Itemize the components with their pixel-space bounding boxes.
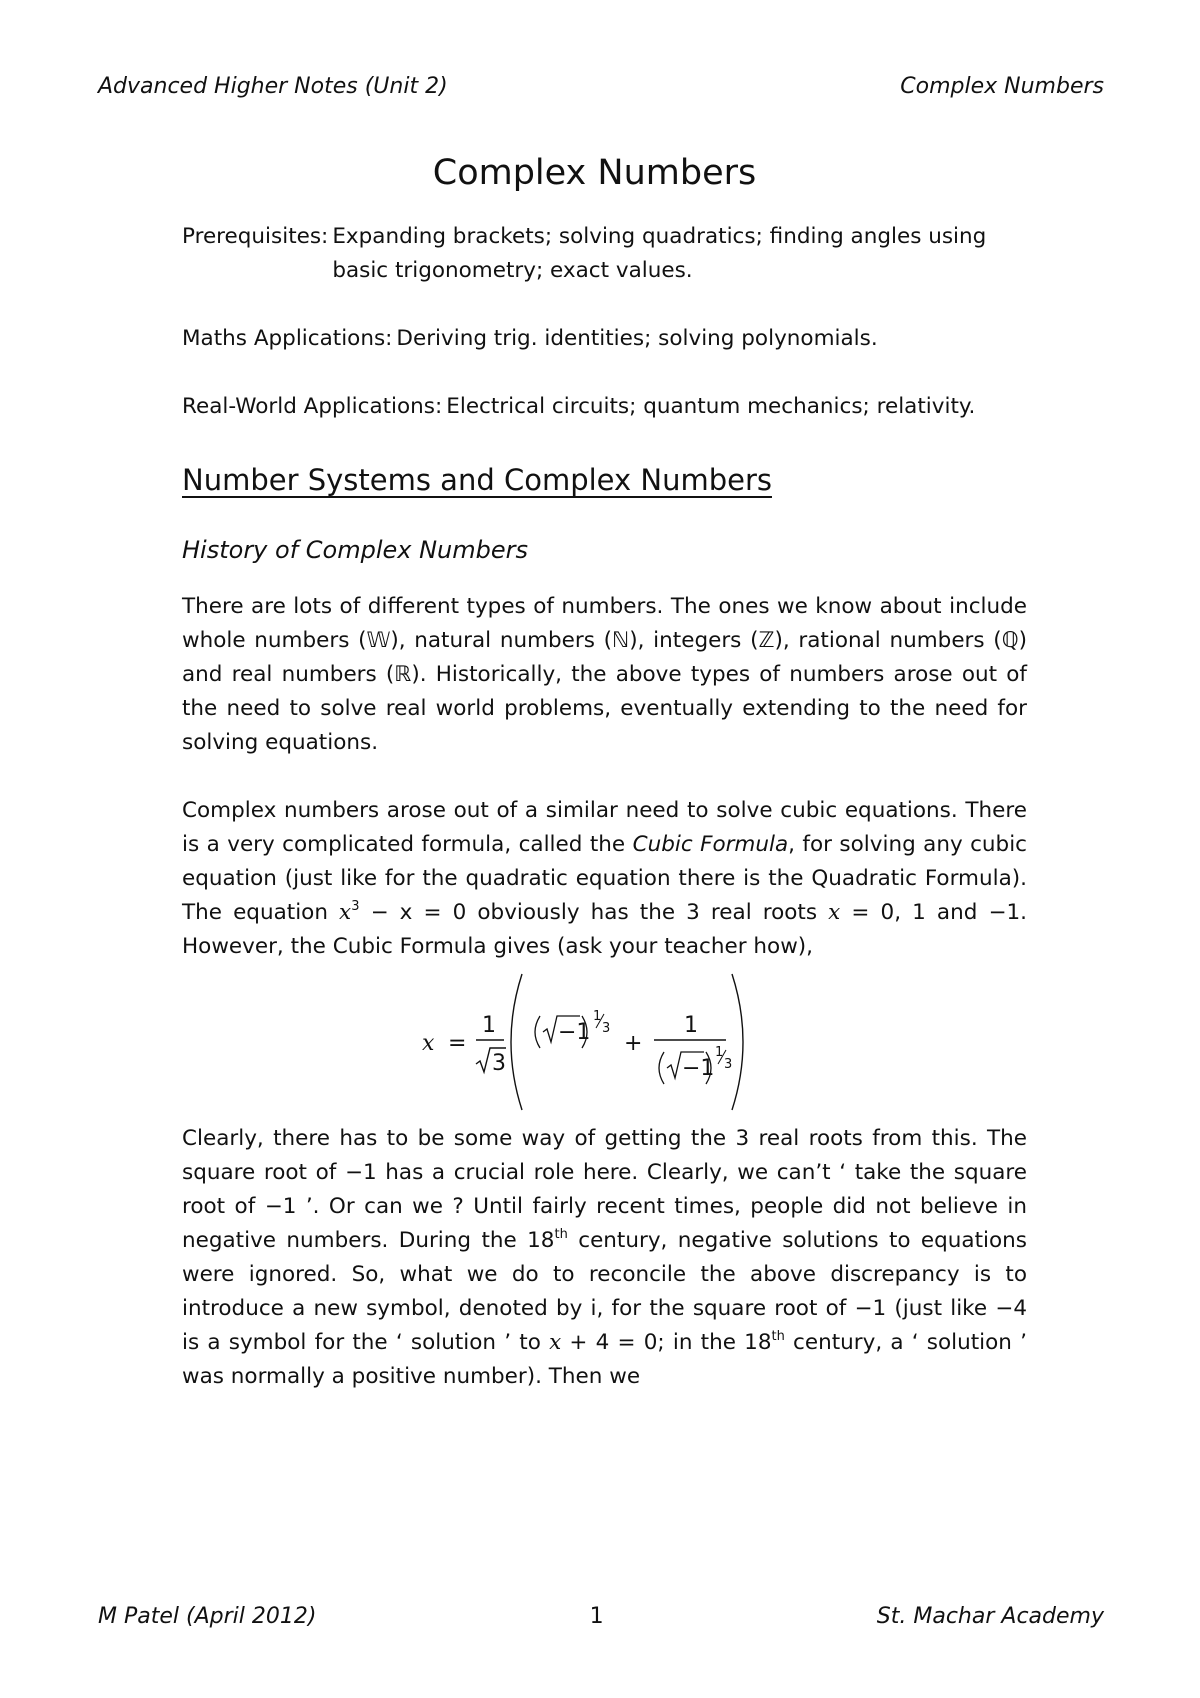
prerequisites-text: Expanding brackets; solving quadratics; finding angles using basic trigonometry; exact values. <box>332 224 987 283</box>
header-right: Complex Numbers <box>900 74 1104 99</box>
paragraph-number-types <box>182 590 1027 760</box>
real-world-applications-text: Electrical circuits; quantum mechanics; relativity. <box>446 394 976 419</box>
p2-part3: obviously has the 3 real roots <box>466 900 829 925</box>
formula-big-left-paren <box>511 974 522 1110</box>
roots-x: x <box>828 900 841 925</box>
prerequisites-label: Prerequisites: <box>182 224 329 249</box>
real-world-applications <box>182 390 1027 424</box>
p3-sup1: th <box>554 1227 568 1242</box>
formula-big-right-paren <box>732 974 743 1110</box>
page-title: Complex Numbers <box>432 153 757 193</box>
roots-rest: = 0, 1 and −1. However, the Cubic Formula gives (ask your teacher how), <box>182 900 1027 959</box>
section-heading: Number Systems and Complex Numbers <box>182 463 772 497</box>
formula-exp-den-1: 3 <box>602 1021 611 1036</box>
eq-rest: − x = 0 <box>359 900 467 925</box>
p3-part3: ; in the 18 <box>657 1330 772 1355</box>
maths-applications-text: Deriving trig. identities; solving polynomials. <box>396 326 878 351</box>
footer-left: M Patel (April 2012) <box>98 1604 317 1629</box>
page-footer <box>98 1604 1104 1629</box>
cubic-formula-equation <box>182 968 1027 1116</box>
subsection-heading: History of Complex Numbers <box>182 536 529 564</box>
p3-eq-rest: + 4 = 0 <box>561 1330 658 1355</box>
formula-lhs: x <box>422 1031 435 1056</box>
maths-applications-label: Maths Applications: <box>182 326 393 351</box>
formula-sqrt3-value: 3 <box>492 1051 506 1076</box>
paragraph-1-text: There are lots of different types of numbers. The ones we know about include whole numbers (𝕎), natural numbers (ℕ), integers (ℤ), rational numbers (ℚ) and real numbers (ℝ). Historically, the above types of numbers arose out of the need to solve real world problems, eventually extending to the need for solving equations. <box>182 594 1027 755</box>
header-left: Advanced Higher Notes (Unit 2) <box>98 74 448 99</box>
formula-exp-den-2: 3 <box>724 1057 733 1072</box>
page-header <box>98 74 1104 99</box>
p3-part1: Clearly, there has to be some way of getting the 3 real roots from this. The square root of −1 has a crucial role here. Clearly, we can’t ‘ take the square root of −1 ’. Or can we ? Until fairly recent times, people did not believe in negative numbers. During the 18 <box>182 1126 1027 1253</box>
paragraph-cubic <box>182 794 1027 964</box>
cubic-formula-svg <box>422 968 752 1116</box>
p2-part2: , for solving any cubic equation (just like for the quadratic equation there is the Quadratic Formula). The equation <box>182 832 1027 925</box>
cubic-formula-term: Cubic Formula <box>632 832 789 857</box>
formula-exp-num-2: 1 <box>715 1045 724 1060</box>
maths-applications <box>182 322 1027 356</box>
formula-minus-one-1: −1 <box>558 1020 591 1045</box>
eq-exponent: 3 <box>351 899 360 914</box>
formula-minus-one-2: −1 <box>682 1056 715 1081</box>
prerequisites <box>182 220 1027 288</box>
real-world-applications-label: Real-World Applications: <box>182 394 443 419</box>
formula-left-paren-1 <box>535 1016 540 1048</box>
formula-fraction-numerator: 1 <box>482 1013 496 1038</box>
page-content <box>182 148 1027 1394</box>
p3-part2: century, negative solutions to equations were ignored. So, what we do to reconcile the above discrepancy is to introduce a new symbol, denoted by i, for the square root of −1 (just like −4 is a symbol for the ‘ solution ’ to <box>182 1228 1027 1355</box>
p3-part4: century, a ‘ solution ’ was normally a positive number). Then we <box>182 1330 1027 1389</box>
p3-eq-x: x <box>549 1330 562 1355</box>
paragraph-square-root <box>182 1122 1027 1394</box>
formula-equals: = <box>448 1031 467 1056</box>
formula-left-paren-2 <box>659 1052 664 1084</box>
p2-part1: Complex numbers arose out of a similar need to solve cubic equations. There is a very complicated formula, called the <box>182 798 1027 857</box>
formula-plus: + <box>624 1031 643 1056</box>
p3-sup2: th <box>771 1329 785 1344</box>
footer-right: St. Machar Academy <box>876 1604 1104 1629</box>
eq-x: x <box>339 900 352 925</box>
formula-exp-num-1: 1 <box>593 1009 602 1024</box>
page-number: 1 <box>589 1604 604 1629</box>
formula-fraction2-numerator: 1 <box>684 1013 698 1038</box>
